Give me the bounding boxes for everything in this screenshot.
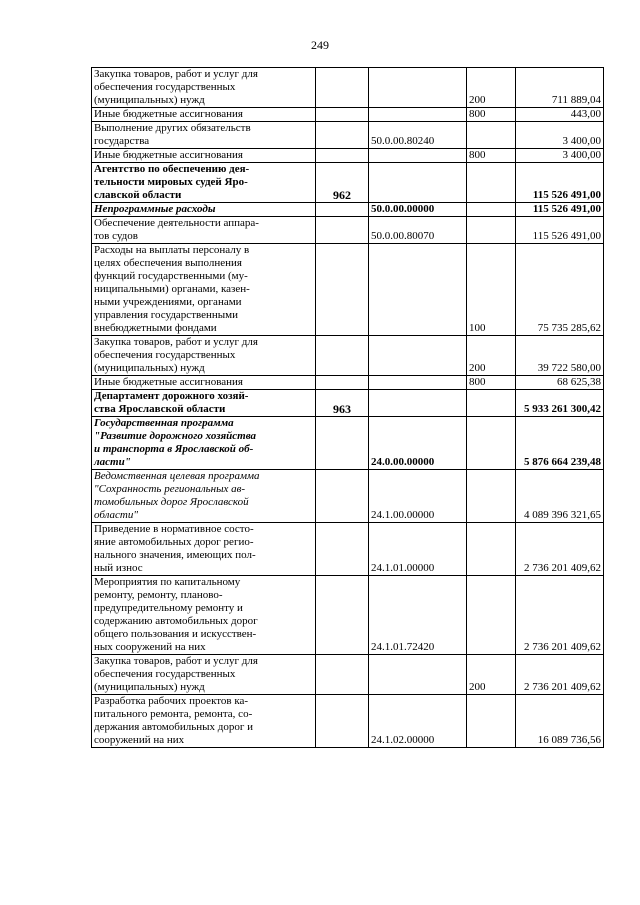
row-target-code-cell: 24.1.01.72420 (369, 576, 467, 655)
row-name-cell: Закупка товаров, работ и услуг для обеспечения государственных (муниципальных) нужд (92, 655, 316, 695)
row-target-code-cell (369, 244, 467, 336)
row-target-code-cell: 24.1.00.00000 (369, 470, 467, 523)
row-name-cell: Закупка товаров, работ и услуг для обеспечения государственных (муниципальных) нужд (92, 336, 316, 376)
row-target-code-cell: 50.0.00.80070 (369, 217, 467, 244)
row-name-cell: Ведомственная целевая программа "Сохранность региональных ав- томобильных дорог Ярославской области" (92, 470, 316, 523)
row-target-code-cell: 50.0.00.80240 (369, 122, 467, 149)
row-department-code-cell: 963 (316, 390, 369, 417)
row-department-code-cell (316, 523, 369, 576)
table-row (92, 203, 604, 217)
row-expense-type-cell: 800 (467, 149, 516, 163)
table-row (92, 163, 604, 203)
table-row (92, 122, 604, 149)
row-amount-cell: 2 736 201 409,62 (516, 523, 604, 576)
row-expense-type-cell: 800 (467, 108, 516, 122)
budget-table-body (92, 68, 604, 748)
row-target-code-cell: 24.1.02.00000 (369, 695, 467, 748)
row-target-code-cell (369, 149, 467, 163)
row-department-code-cell (316, 695, 369, 748)
row-department-code-cell (316, 68, 369, 108)
row-amount-cell: 115 526 491,00 (516, 203, 604, 217)
table-row (92, 470, 604, 523)
row-amount-cell: 2 736 201 409,62 (516, 655, 604, 695)
row-amount-cell: 3 400,00 (516, 122, 604, 149)
row-expense-type-cell (467, 470, 516, 523)
row-expense-type-cell (467, 695, 516, 748)
row-expense-type-cell: 200 (467, 68, 516, 108)
row-expense-type-cell (467, 417, 516, 470)
table-row (92, 217, 604, 244)
row-name-cell: Разработка рабочих проектов ка- питального ремонта, ремонта, со- держания автомобильных дорог и сооружений на них (92, 695, 316, 748)
row-amount-cell: 39 722 580,00 (516, 336, 604, 376)
row-department-code-cell (316, 576, 369, 655)
page-number: 249 (311, 38, 329, 52)
row-department-code-cell (316, 149, 369, 163)
table-row (92, 336, 604, 376)
table-row (92, 576, 604, 655)
row-amount-cell: 2 736 201 409,62 (516, 576, 604, 655)
row-name-cell: Непрограммные расходы (92, 203, 316, 217)
table-row (92, 523, 604, 576)
row-target-code-cell (369, 108, 467, 122)
table-row (92, 244, 604, 336)
row-name-cell: Иные бюджетные ассигнования (92, 108, 316, 122)
row-name-cell: Государственная программа "Развитие дорожного хозяйства и транспорта в Ярославской об- ласти" (92, 417, 316, 470)
row-name-cell: Приведение в нормативное состо- яние автомобильных дорог регио- нального значения, имеющих пол- ный износ (92, 523, 316, 576)
row-target-code-cell (369, 655, 467, 695)
row-department-code-cell (316, 108, 369, 122)
row-name-cell: Обеспечение деятельности аппара- тов судов (92, 217, 316, 244)
table-row (92, 376, 604, 390)
row-name-cell: Выполнение других обязательств государства (92, 122, 316, 149)
row-target-code-cell (369, 163, 467, 203)
row-department-code-cell (316, 655, 369, 695)
row-amount-cell: 5 876 664 239,48 (516, 417, 604, 470)
row-name-cell: Иные бюджетные ассигнования (92, 376, 316, 390)
row-name-cell: Расходы на выплаты персоналу в целях обеспечения выполнения функций государственными (му- ниципальными) органами, казен- ными учреждениями, органами управления государственными внебюджетными фондами (92, 244, 316, 336)
row-name-cell: Закупка товаров, работ и услуг для обеспечения государственных (муниципальных) нужд (92, 68, 316, 108)
budget-table (91, 67, 604, 748)
row-name-cell: Мероприятия по капитальному ремонту, ремонту, планово- предупредительному ремонту и содержанию автомобильных дорог общего пользования и искусствен- ных сооружений на них (92, 576, 316, 655)
row-amount-cell: 115 526 491,00 (516, 217, 604, 244)
row-target-code-cell: 50.0.00.00000 (369, 203, 467, 217)
table-row (92, 695, 604, 748)
row-amount-cell: 5 933 261 300,42 (516, 390, 604, 417)
row-amount-cell: 443,00 (516, 108, 604, 122)
table-row (92, 149, 604, 163)
row-name-cell: Департамент дорожного хозяй- ства Ярославской области (92, 390, 316, 417)
row-department-code-cell (316, 203, 369, 217)
row-expense-type-cell (467, 122, 516, 149)
row-amount-cell: 16 089 736,56 (516, 695, 604, 748)
row-expense-type-cell (467, 203, 516, 217)
row-amount-cell: 68 625,38 (516, 376, 604, 390)
row-expense-type-cell: 200 (467, 655, 516, 695)
row-department-code-cell (316, 376, 369, 390)
row-department-code-cell (316, 470, 369, 523)
row-expense-type-cell: 100 (467, 244, 516, 336)
row-department-code-cell (316, 336, 369, 376)
row-target-code-cell (369, 390, 467, 417)
row-amount-cell: 115 526 491,00 (516, 163, 604, 203)
row-department-code-cell: 962 (316, 163, 369, 203)
row-target-code-cell (369, 336, 467, 376)
row-department-code-cell (316, 122, 369, 149)
row-expense-type-cell (467, 576, 516, 655)
row-target-code-cell: 24.0.00.00000 (369, 417, 467, 470)
row-target-code-cell (369, 376, 467, 390)
row-amount-cell: 75 735 285,62 (516, 244, 604, 336)
row-department-code-cell (316, 244, 369, 336)
row-target-code-cell: 24.1.01.00000 (369, 523, 467, 576)
row-expense-type-cell (467, 217, 516, 244)
row-expense-type-cell (467, 523, 516, 576)
table-row (92, 108, 604, 122)
table-row (92, 68, 604, 108)
row-expense-type-cell (467, 163, 516, 203)
row-amount-cell: 4 089 396 321,65 (516, 470, 604, 523)
row-name-cell: Иные бюджетные ассигнования (92, 149, 316, 163)
table-row (92, 655, 604, 695)
table-row (92, 390, 604, 417)
row-amount-cell: 711 889,04 (516, 68, 604, 108)
row-name-cell: Агентство по обеспечению дея- тельности мировых судей Яро- славской области (92, 163, 316, 203)
row-target-code-cell (369, 68, 467, 108)
row-expense-type-cell: 200 (467, 336, 516, 376)
row-expense-type-cell (467, 390, 516, 417)
row-department-code-cell (316, 217, 369, 244)
row-department-code-cell (316, 417, 369, 470)
row-expense-type-cell: 800 (467, 376, 516, 390)
table-row (92, 417, 604, 470)
row-amount-cell: 3 400,00 (516, 149, 604, 163)
